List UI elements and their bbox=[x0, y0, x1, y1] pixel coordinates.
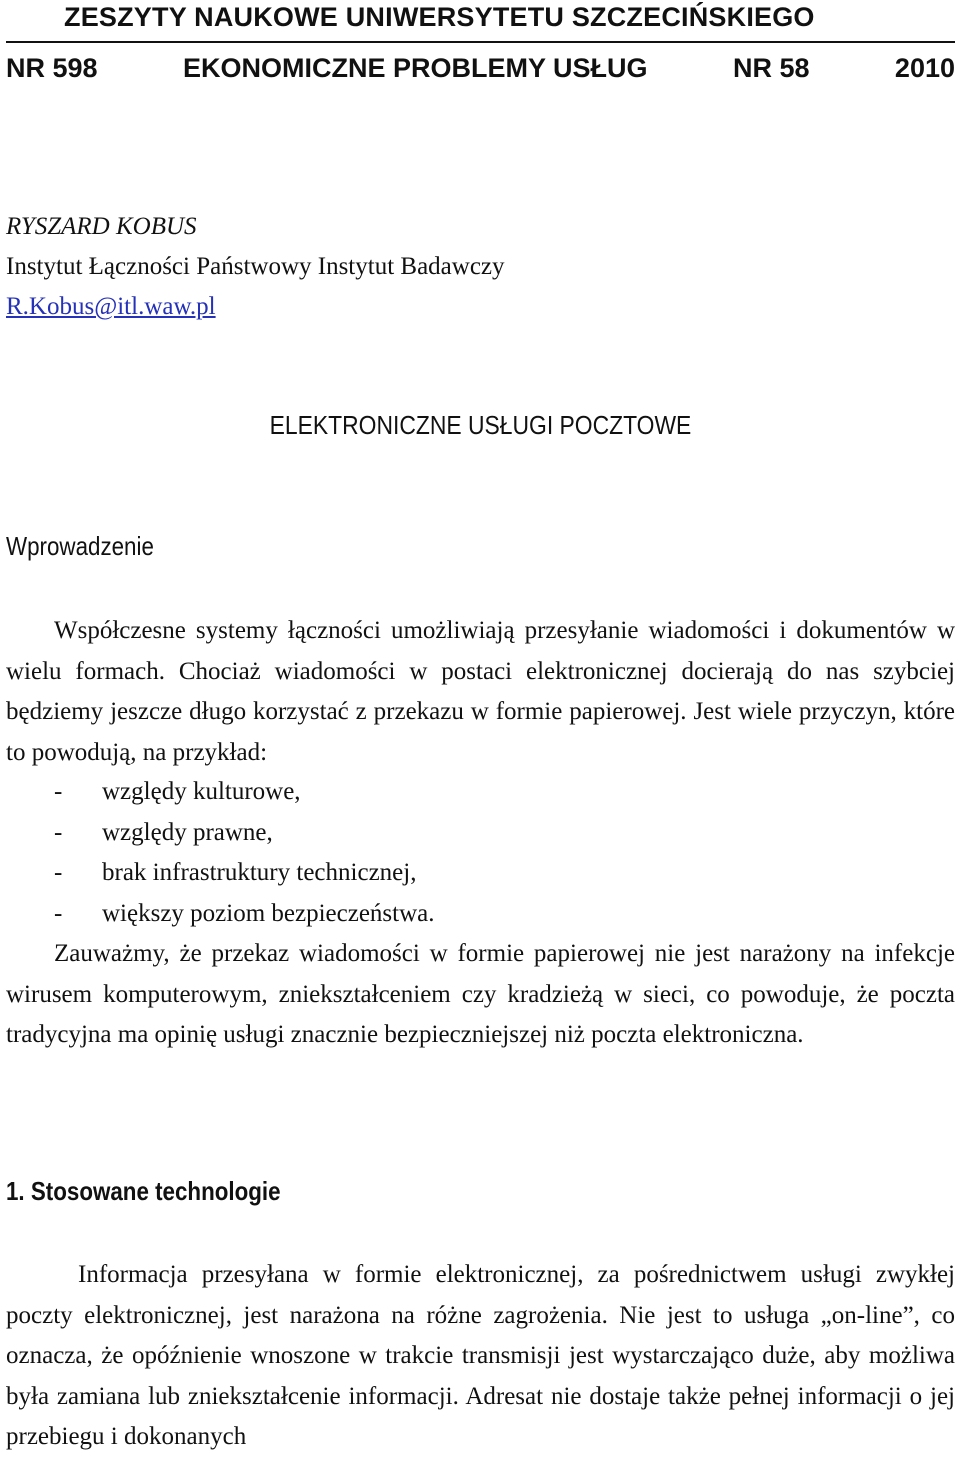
list-item-text: brak infrastruktury technicznej, bbox=[102, 859, 417, 886]
author-block bbox=[6, 207, 505, 327]
header-rule bbox=[6, 41, 955, 43]
list-item bbox=[54, 813, 435, 854]
list-item-text: względy prawne, bbox=[102, 818, 273, 846]
series-name: EKONOMICZNE PROBLEMY USŁUG bbox=[182, 53, 648, 83]
article-title: ELEKTRONICZNE USŁUGI POCZTOWE bbox=[269, 410, 692, 440]
intro-paragraph-2: Zauważmy, że przekaz wiadomości w formie papierowej nie jest narażony na infekcje wirusem komputerowym, zniekształceniem czy kradzieżą w sieci, co powoduje, że poczta tradycyjna ma opinię usługi znacznie bezpieczniejszej niż poczta elektroniczna. bbox=[6, 940, 955, 1048]
intro-paragraph-1: Współczesne systemy łączności umożliwiają przesyłanie wiadomości i dokumentów w wielu formach. Chociaż wiadomości w postaci elektronicznej docierają do nas szybciej będziemy jeszcze długo korzystać z przekazu w formie papierowej. Jest wiele przyczyn, które to powodują, na przykład: bbox=[6, 617, 955, 766]
author-institution: Instytut Łączności Państwowy Instytut Badawczy bbox=[6, 253, 505, 280]
dash-marker: - bbox=[54, 859, 63, 886]
author-name: RYSZARD KOBUS bbox=[6, 213, 197, 240]
issue-year: 2010 bbox=[894, 53, 955, 83]
list-item bbox=[54, 853, 435, 894]
series-number: NR 58 bbox=[732, 53, 810, 83]
journal-title: ZESZYTY NAUKOWE UNIWERSYTETU SZCZECIŃSKIEGO bbox=[64, 2, 815, 32]
section-heading-intro: Wprowadzenie bbox=[6, 531, 154, 561]
dash-marker: - bbox=[54, 899, 63, 927]
reasons-list bbox=[54, 772, 435, 934]
issue-number: NR 598 bbox=[6, 53, 98, 83]
dash-marker: - bbox=[54, 778, 63, 805]
author-email-link[interactable]: R.Kobus@itl.waw.pl bbox=[6, 293, 216, 320]
list-item bbox=[54, 894, 435, 935]
issue-line bbox=[6, 53, 955, 84]
list-item-text: względy kulturowe, bbox=[102, 778, 301, 805]
section-heading-technologies: 1. Stosowane technologie bbox=[6, 1176, 281, 1206]
list-item-text: większy poziom bezpieczeństwa. bbox=[102, 899, 435, 927]
dash-marker: - bbox=[54, 818, 63, 846]
list-item bbox=[54, 772, 435, 813]
section1-paragraph: Informacja przesyłana w formie elektronicznej, za pośrednictwem usługi zwykłej poczty elektronicznej, jest narażona na różne zagrożenia. Nie jest to usługa „on-line”, co oznacza, że opóźnienie wnoszone w trakcie transmisji jest wystarczająco duże, aby możliwa była zamiana lub zniekształcenie informacji. Adresat nie dostaje także pełnej informacji o jej przebiegu i dokonanych bbox=[6, 1261, 955, 1450]
